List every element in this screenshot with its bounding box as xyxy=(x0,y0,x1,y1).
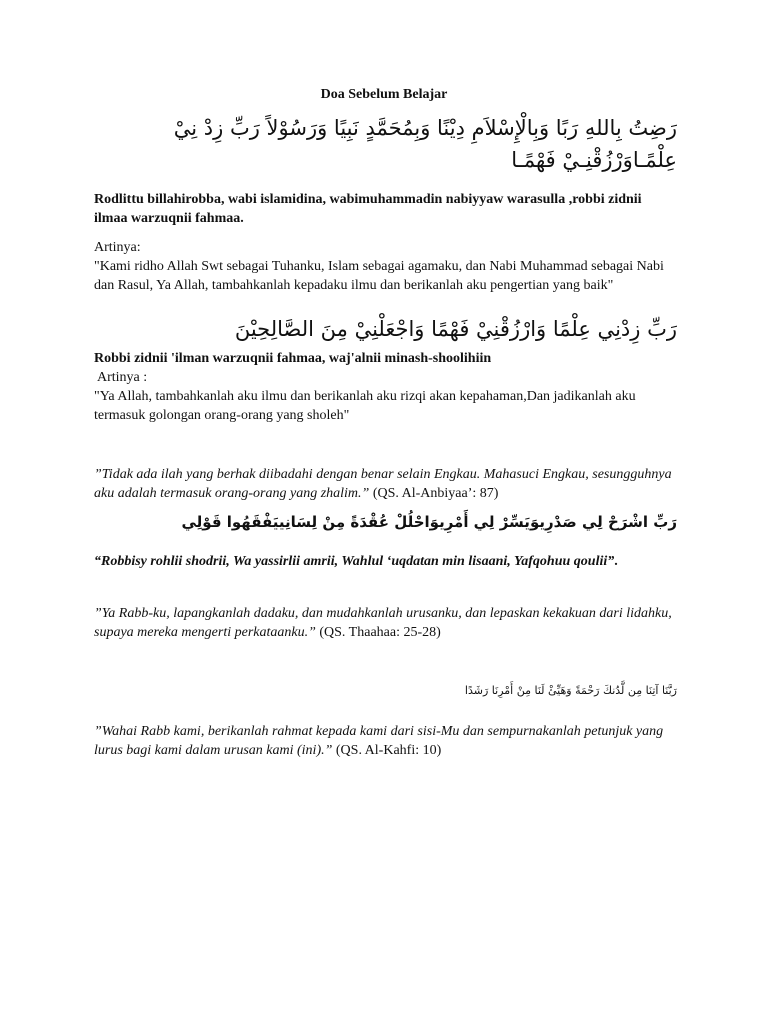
quote-3 xyxy=(94,722,677,760)
quote-3-text: ”Wahai Rabb kami, berikanlah rahmat kepada kami dari sisi-Mu dan sempurnakanlah petunjuk yang lurus bagi kami dalam urusan kami (ini).” xyxy=(94,724,664,758)
arabic-prayer-4: رَبَّنَا آتِنَا مِن لَّدُنكَ رَحْمَةً وَهَيِّئْ لَنَا مِنْ أَمْرِنَا رَشَدًا xyxy=(464,684,677,697)
quote-1 xyxy=(94,465,677,503)
document-title: Doa Sebelum Belajar xyxy=(320,87,448,102)
quote-3-reference: (QS. Al-Kahfi: 10) xyxy=(332,743,442,758)
quote-2-text: ”Ya Rabb-ku, lapangkanlah dadaku, dan mudahkanlah urusanku, dan lepaskan kekakuan dari lidahku, supaya mereka mengerti perkataanku.” xyxy=(94,606,672,640)
quote-2-reference: (QS. Thaahaa: 25-28) xyxy=(315,625,441,640)
transliteration-3 xyxy=(94,552,677,571)
quote-1-reference: (QS. Al-Anbiyaa’: 87) xyxy=(369,486,499,501)
quote-2 xyxy=(94,604,677,642)
transliteration-1: Rodlittu billahirobba, wabi islamidina, wabimuhammadin nabiyyaw warasulla ,robbi zidnii ilmaa warzuqnii fahmaa. xyxy=(94,192,642,226)
transliteration-2: Robbi zidnii 'ilman warzuqnii fahmaa, waj'alnii minash-shoolihiin xyxy=(94,351,492,366)
meaning-1: "Kami ridho Allah Swt sebagai Tuhanku, Islam sebagai agamaku, dan Nabi Muhammad sebagai Nabi dan Rasul, Ya Allah, tambahkanlah kepadaku ilmu dan berikanlah aku pengertian yang baik" xyxy=(94,259,664,293)
quote-1-text: ”Tidak ada ilah yang berhak diibadahi dengan benar selain Engkau. Mahasuci Engkau, sesungguhnya aku adalah termasuk orang-orang yang zhalim.” xyxy=(94,467,672,501)
meaning-label-1: Artinya: xyxy=(94,240,141,255)
arabic-prayer-3: رَبِّ اشْرَحْ لِي صَدْرِيوَيَسِّرْ لِي أَمْرِيوَاحْلُلْ عُقْدَةً مِنْ لِسَانِييَفْقَهُوا قَوْلِي xyxy=(181,513,677,531)
meaning-label-2: Artinya : xyxy=(97,370,148,385)
transliteration-3-end: . xyxy=(614,554,618,569)
transliteration-3-text: “Robbisy rohlii shodrii, Wa yassirlii amrii, Wahlul ‘uqdatan min lisaani, Yafqohuu qoulii” xyxy=(94,554,615,569)
arabic-prayer-2: رَبِّ زِدْنِي عِلْمًا وَارْزُقْنِيْ فَهْمًا وَاجْعَلْنِيْ مِنَ الصَّالِحِيْنَ xyxy=(234,317,677,341)
arabic-prayer-1: رَضِتُ بِاللهِ رَبًا وَبِالْإِسْلاَمِ دِيْنًا وَبِمُحَمَّدٍ نَبِيًا وَرَسُوْلاً رَبِّ زِدْ نِيْ عِلْمًـاوَرْزُقْنِـيْ فَهْمًـا xyxy=(173,116,677,172)
meaning-2: "Ya Allah, tambahkanlah aku ilmu dan berikanlah aku rizqi akan kepahaman,Dan jadikanlah aku termasuk golongan orang-orang yang sholeh" xyxy=(94,389,636,423)
